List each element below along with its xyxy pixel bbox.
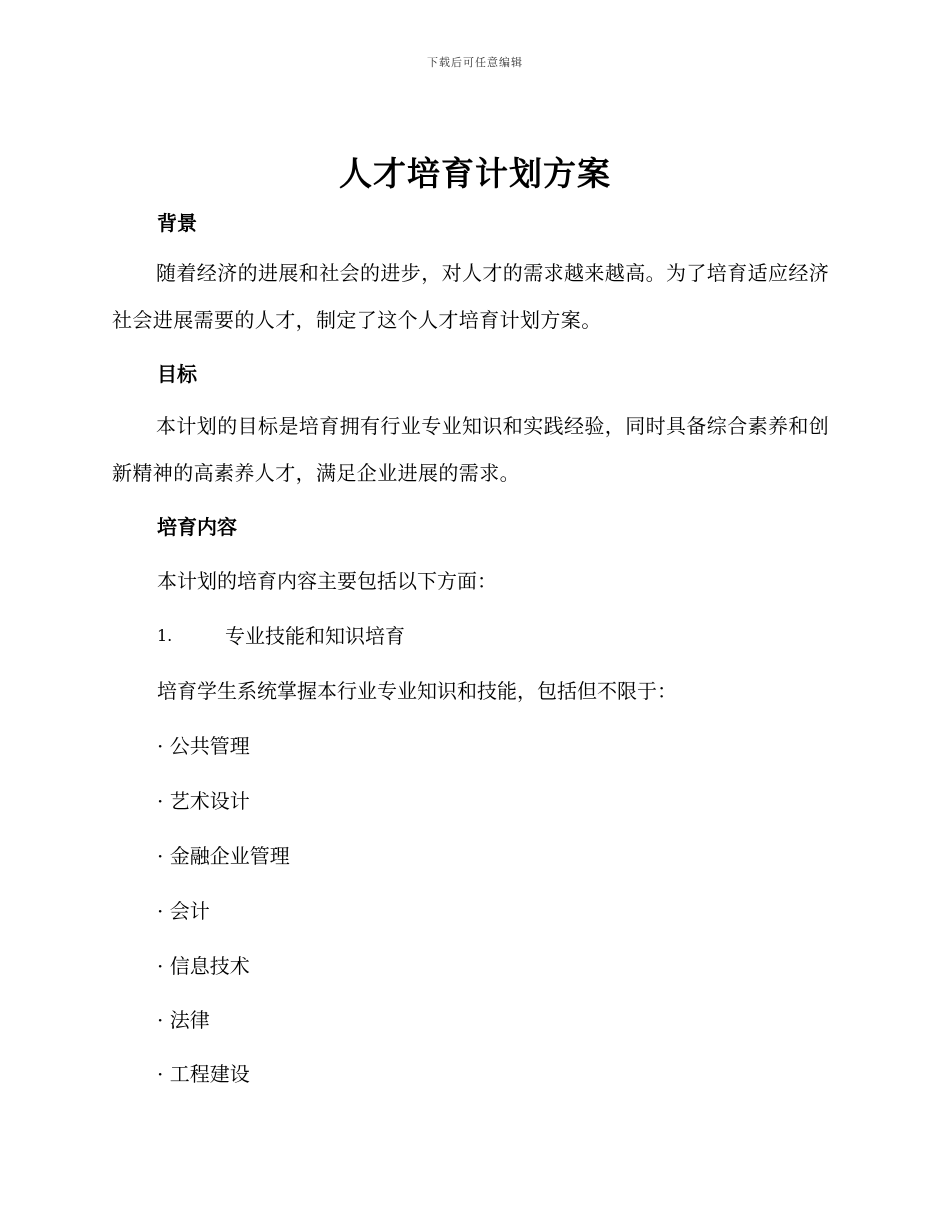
paragraph-background: 随着经济的进展和社会的进步，对人才的需求越来越高。为了培育适应经济社会进展需要的人才，制定了这个人才培育计划方案。 [112, 261, 830, 332]
bullet-item: · 信息技术 [157, 954, 250, 978]
header-note: 下载后可任意编辑 [427, 56, 523, 69]
bullet-item: · 会计 [157, 899, 210, 923]
list-item-title: 专业技能和知识培育 [225, 624, 405, 648]
list-number: 1. [157, 626, 173, 645]
item-description: 培育学生系统掌握本行业专业知识和技能，包括但不限于： [157, 679, 677, 703]
section-heading-content: 培育内容 [157, 515, 237, 539]
bullet-item: · 工程建设 [157, 1062, 250, 1086]
paragraph-goal: 本计划的目标是培育拥有行业专业知识和实践经验，同时具备综合素养和创新精神的高素养人才，满足企业进展的需求。 [112, 414, 830, 485]
page-title: 人才培育计划方案 [339, 154, 611, 193]
content-intro: 本计划的培育内容主要包括以下方面： [157, 569, 497, 593]
bullet-item: · 金融企业管理 [157, 844, 290, 868]
bullet-item: · 法律 [157, 1008, 210, 1032]
bullet-item: · 艺术设计 [157, 789, 250, 813]
section-heading-background: 背景 [157, 211, 197, 235]
section-heading-goal: 目标 [157, 362, 197, 386]
bullet-item: · 公共管理 [157, 734, 250, 758]
